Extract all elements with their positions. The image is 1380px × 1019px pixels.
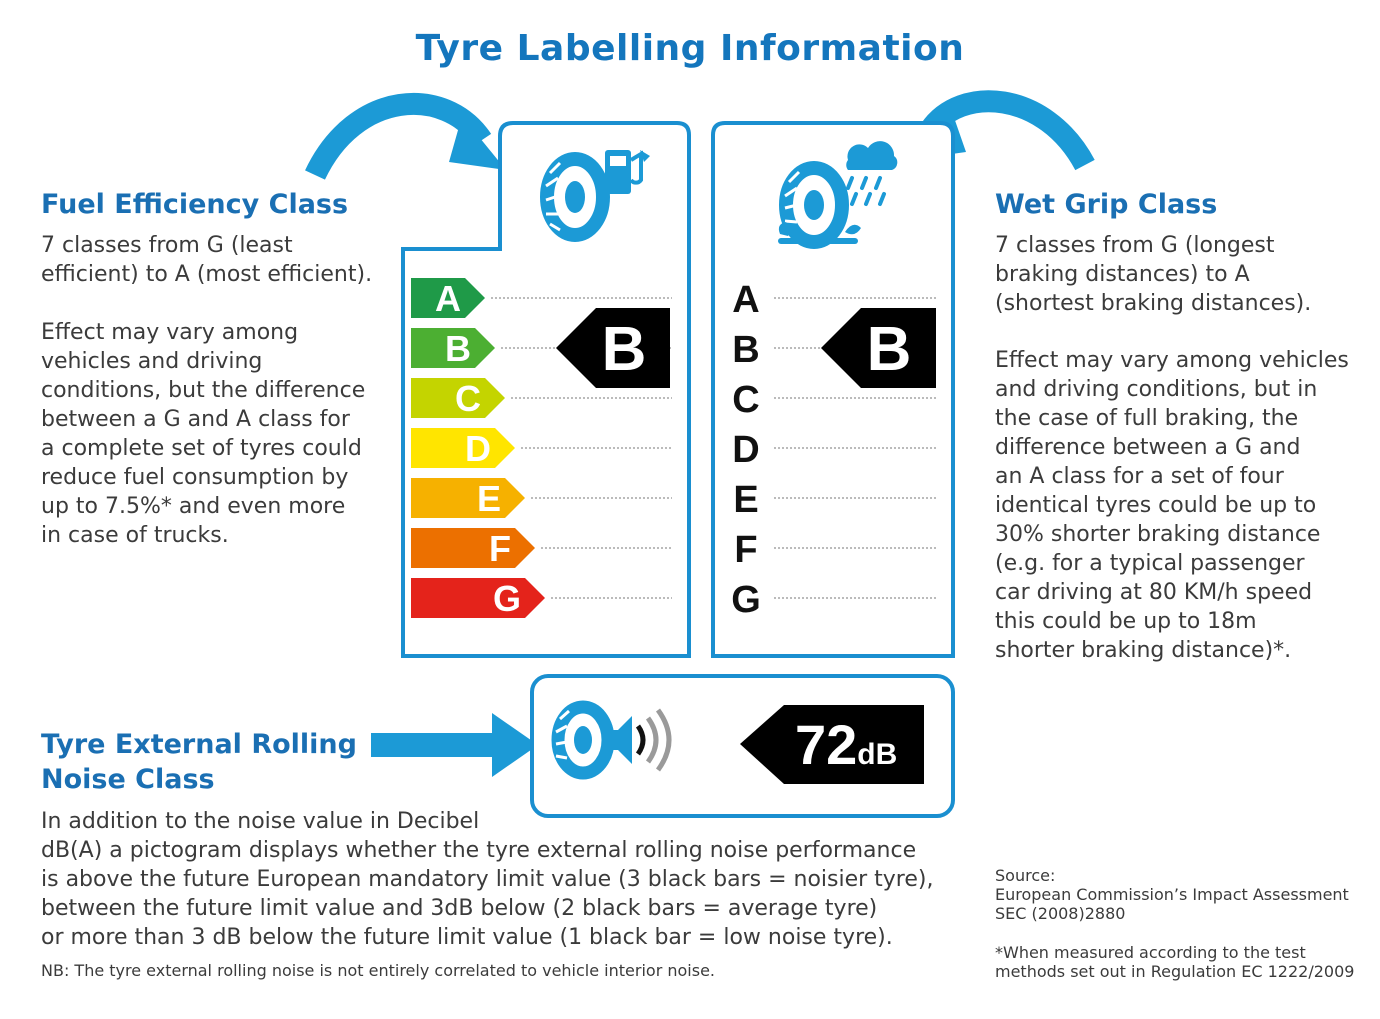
fuel-selected-class: B: [601, 315, 647, 384]
noise-arrow-shaft: [371, 733, 501, 757]
wet-class-label-d: D: [732, 429, 760, 471]
fuel-class-label-b: B: [445, 328, 471, 369]
noise-value: 72dB: [795, 713, 898, 776]
fuel-class-label-g: G: [492, 578, 521, 619]
fuel-class-label-a: A: [435, 278, 461, 319]
fuel-effect: Effect may vary among vehicles and driving conditions, but the difference between a G and A class for a complete set of tyres could reduce fuel consumption by up to 7.5%* and even more in case of trucks.: [41, 320, 366, 548]
wet-class-label-f: F: [734, 529, 758, 571]
wet-heading: Wet Grip Class: [995, 189, 1218, 220]
wet-class-label-e: E: [733, 479, 759, 521]
noise-body: In addition to the noise value in Decibel dB(A) a pictogram displays whether the tyre external rolling noise performance is above the future European mandatory limit value (3 black bars = noisier tyre), between the future limit value and 3dB below (2 black bars = average tyre) or more than 3 dB below the future limit value (1 black bar = low noise tyre).: [41, 809, 934, 950]
noise-heading-line1: Tyre External Rolling: [41, 729, 357, 760]
noise-heading-line2: Noise Class: [41, 764, 215, 795]
source-footnote: *When measured according to the test methods set out in Regulation EC 1222/2009: [995, 943, 1355, 981]
fuel-class-bar-e: [411, 478, 525, 518]
fuel-intro: 7 classes from G (least efficient) to A (most efficient).: [41, 233, 373, 287]
wet-effect: Effect may vary among vehicles and driving conditions, but in the case of full braking, the difference between a G and an A class for a set of four identical tyres could be up to 30% shorter braking distance (e.g. for a typical passenger car driving at 80 KM/h speed this could be up to 18m shorter braking distance)*.: [995, 348, 1349, 663]
wet-selected-class: B: [866, 315, 912, 384]
page-title: Tyre Labelling Information: [415, 28, 965, 69]
wet-class-label-c: C: [732, 379, 760, 421]
noise-unit: dB: [857, 738, 898, 771]
source-text: Source: European Commission’s Impact Assessment SEC (2008)2880: [995, 866, 1349, 923]
fuel-class-label-f: F: [489, 528, 511, 569]
fuel-class-label-e: E: [476, 478, 501, 519]
wet-intro: 7 classes from G (longest braking distances) to A (shortest braking distances).: [995, 233, 1312, 316]
fuel-class-label-c: C: [455, 378, 481, 419]
wet-class-label-b: B: [732, 329, 760, 371]
fuel-class-bar-f: [411, 528, 535, 568]
wet-class-label-a: A: [732, 279, 760, 321]
fuel-class-bar-d: [411, 428, 515, 468]
wet-class-label-g: G: [731, 579, 761, 621]
fuel-heading: Fuel Efficiency Class: [41, 189, 349, 220]
fuel-class-label-d: D: [465, 428, 491, 469]
noise-nb: NB: The tyre external rolling noise is not entirely correlated to vehicle interior noise.: [41, 961, 715, 980]
fuel-class-bar-g: [411, 578, 545, 618]
